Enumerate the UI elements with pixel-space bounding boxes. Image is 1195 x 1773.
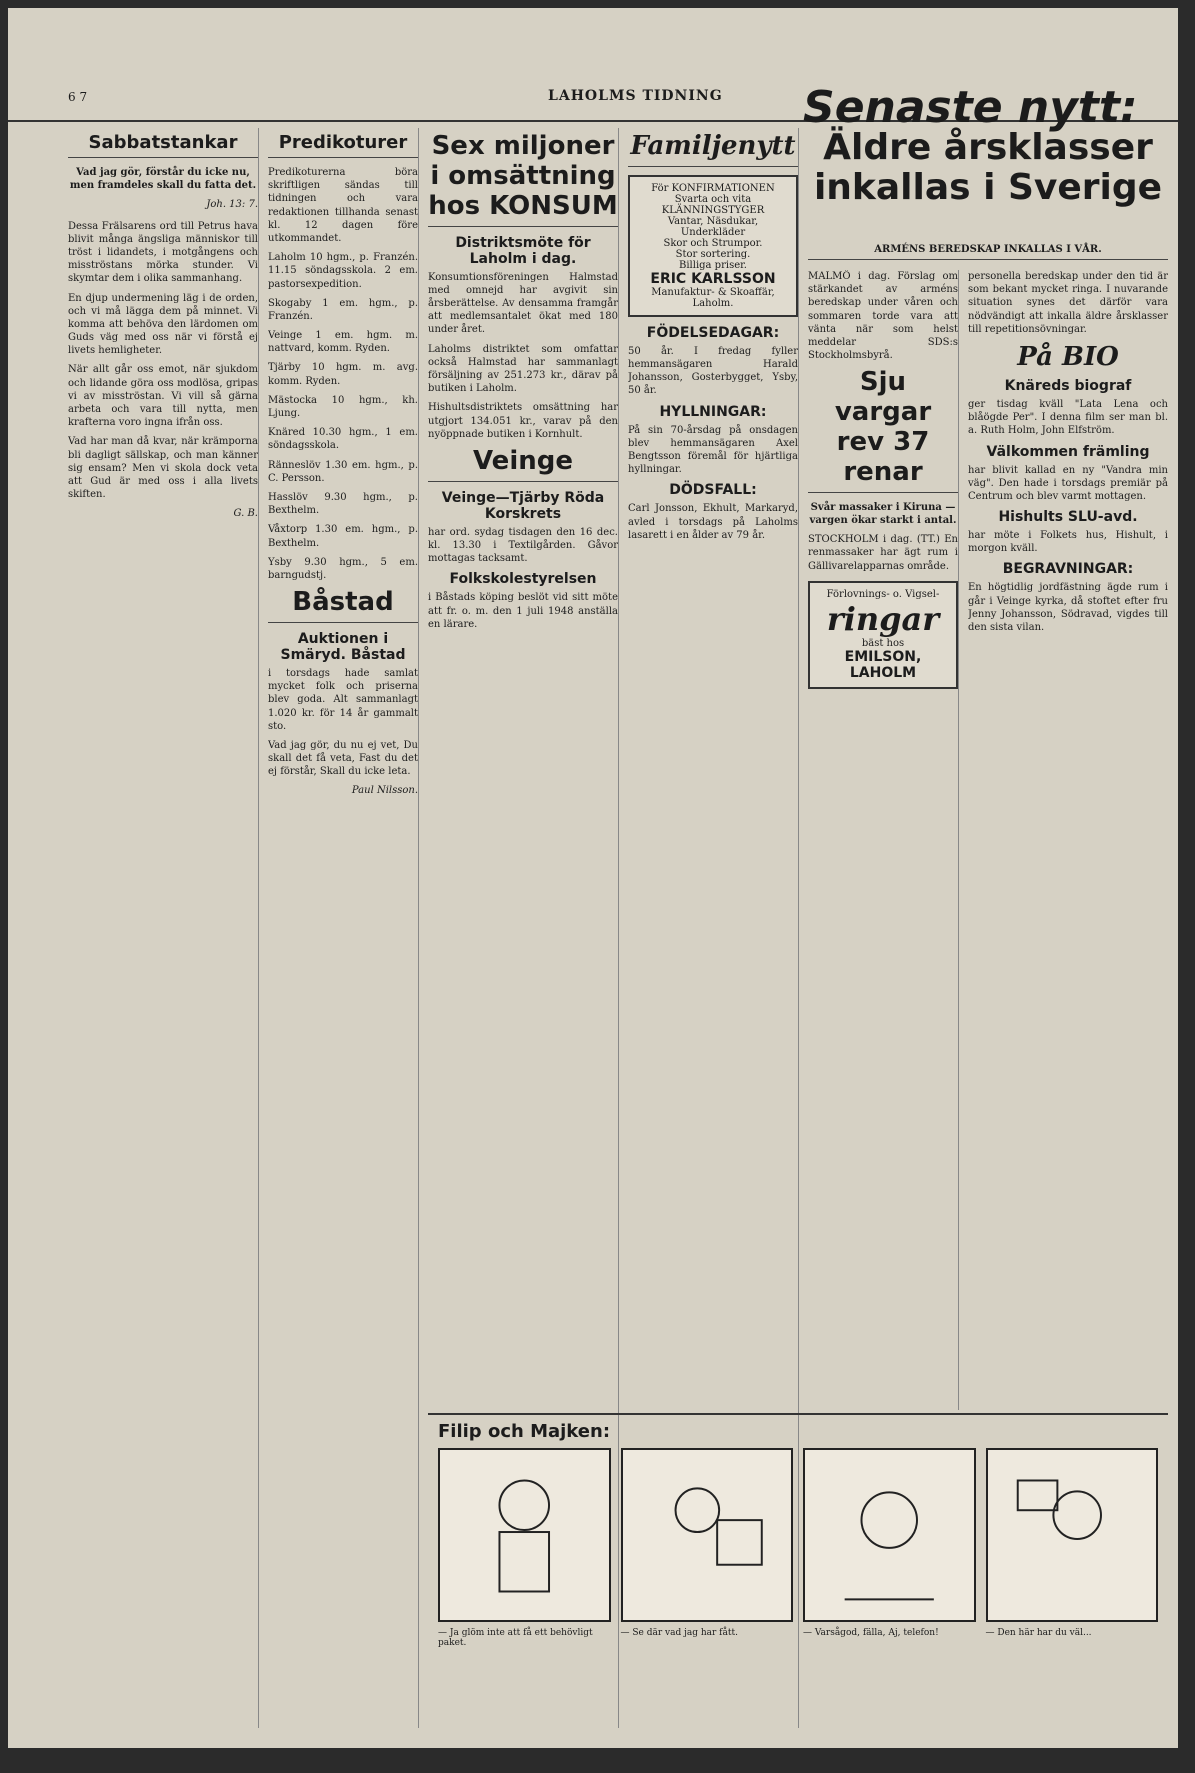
bastad-text: i torsdags hade samlat mycket folk och priserna blev goda. Alt sammanlagt 1.020 kr. för 14 år gammalt sto. [268,667,418,732]
ringar-ad-title: Förlovnings- o. Vigsel- [826,588,940,600]
sabbatstankar-ref: Joh. 13: 7. [206,199,258,211]
sabbatstankar-title: Sabbatstankar [68,132,258,158]
sabbatstankar-para: Dessa Frälsarens ord till Petrus hava blivit många ängsliga människor till tröst i lidandets, i motgångens och misströstans mörka stunder. Vi skymtar dem i olika sammanhang. [68,220,258,285]
comic-figure-icon [440,1450,609,1620]
comic-figure-icon [988,1450,1157,1620]
ad-head: För KONFIRMATIONEN [651,182,775,194]
hyllningar-text: På sin 70-årsdag på onsdagen blev hemmansägaren Axel Bengtsson föremål för hjärtliga hyllningar. [628,424,798,476]
comic-panel [803,1448,976,1622]
sabbatstankar-lead: Vad jag gör, förstår du icke nu, men framdeles skall du fatta det. [69,167,257,192]
sju-vargar-title: Sju vargar rev 37 renar [808,368,958,493]
comic-panel [621,1448,794,1622]
comic-title: Filip och Majken: [438,1421,611,1442]
ad-line: Billiga priser. [679,259,747,271]
ringar-ad [808,581,958,689]
konsum-subtitle: Distriktsmöte för Laholm i dag. [455,234,591,267]
konsum-para: Laholms distriktet som omfattar också Halmstad har sammanlagt försäljning av 251.273 kr., därav på butiken i Laholm. [428,343,618,395]
malmo-text: MALMÖ i dag. Förslag om stärkandet av arméns beredskap under våren och sommaren torde vara att vänta när som helst meddelar SDS:s Stockholmsbyrå. [808,271,958,362]
comic-caption: — Varsågod, fälla, Aj, telefon! [803,1628,939,1638]
predikoturer-item: Veinge 1 em. hgm. m. nattvard, komm. Ryden. [268,330,418,355]
aldre-arsklasser-subhead: ARMÉNS BEREDSKAP INKALLAS I VÅR. [808,244,1168,260]
comic-panels [428,1448,1168,1622]
sju-vargar-text: STOCKHOLM i dag. (TT.) En renmassaker har ägt rum i Gällivarelapparnas område. [808,534,958,572]
sabbatstankar-para: När allt går oss emot, när sjukdom och lidande göra oss modlösa, gripas vi av misströstan. Vi vill så gärna arbeta och vara till nytta, men krafterna voro ingna ifrån oss. [68,364,258,429]
predikoturer-item: Ränneslöv 1.30 em. hgm., p. C. Persson. [268,459,418,484]
veinge-text: har ord. sydag tisdagen den 16 dec. kl. 13.30 i Textilgården. Gåvor mottagas tacksamt. [428,526,618,565]
poem-signature: Paul Nilsson. [351,785,418,797]
beredskap-text: personella beredskap under den tid är som bekant mycket ringa. I nuvarande situation synes det därför vara nödvändigt att inkalla äldre årsklasser till repetitionsövningar. [968,271,1168,335]
dodsfall-title: DÖDSFALL: [669,482,757,499]
eric-karlsson-ad [628,175,798,317]
predikoturer-item: Våxtorp 1.30 em. hgm., p. Bexthelm. [268,524,418,549]
comic-panel [438,1448,611,1622]
predikoturer-item: Hasslöv 9.30 hgm., p. Bexthelm. [268,491,418,517]
ad-line: Vantar, Näsdukar, Underkläder [667,215,759,238]
column-bio [968,270,1168,1410]
bio-text: ger tisdag kväll "Lata Lena och blåögde Per". I denna film ser man bl. a. Ruth Holm, John Elfström. [968,398,1168,437]
predikoturer-item: Skogaby 1 em. hgm., p. Franzén. [268,297,418,322]
predikoturer-item: Tjärby 10 hgm. m. avg. komm. Ryden. [268,362,418,387]
konsum-para: Hishultsdistriktets omsättning har utgjort 134.051 kr., varav på den nyöppnade butiken i Kornhult. [428,402,618,440]
sabbatstankar-para: Vad har man då kvar, när krämporna bli dagligt sällskap, och man känner sig ensam? Men vi skola dock veta att Gud är med oss i alla livets skiften. [68,436,258,501]
ad-line: Stor sortering. [675,248,751,260]
predikoturer-intro: Predikoturerna böra skriftligen sändas till tidningen och vara redaktionen tillhanda senast kl. 12 dagen före utkommandet. [268,167,418,244]
column-nyheter [808,270,959,1410]
valkommen-title: Välkommen främling [986,443,1150,460]
begravningar-title: BEGRAVNINGAR: [1002,561,1134,578]
comic-figure-icon [805,1450,974,1620]
sabbatstankar-para: En djup undermening läg i de orden, och vi må lägga dem på minnet. Vi komma att behöva den lärdomen om Guds väg med oss när vi förstå ej livets hemligheter. [68,292,258,357]
valkommen-text: har blivit kallad en ny "Vandra min väg". Den hade i torsdags premiär på Centrum och blev varmt mottagen. [968,464,1168,502]
predikoturer-item: Mästocka 10 hgm., kh. Ljung. [268,394,418,419]
veinge-title: Veinge [428,447,618,482]
ad-name: ERIC KARLSSON [650,270,776,287]
ringar-ad-name: EMILSON, LAHOLM [844,648,922,681]
ringar-ad-small: bäst hos [861,637,905,649]
predikoturer-item: Ysby 9.30 hgm., 5 em. barngudstj. [268,556,418,581]
ringar-ad-big: ringar [826,599,940,638]
ad-line: Svarta och vita [674,193,752,205]
sju-vargar-subtitle: Svår massaker i Kiruna — vargen ökar starkt i antal. [809,501,957,527]
newspaper-page [8,8,1178,1748]
fodelsedagar-text: 50 år. I fredag fyller hemmansägaren Harald Johansson, Gosterbygget, Ysby, 50 år. [628,345,798,397]
bio-subtitle: Knäreds biograf [1004,377,1132,394]
predikoturer-item: Knäred 10.30 hgm., 1 em. söndagsskola. [268,427,418,452]
hishult-text: har möte i Folkets hus, Hishult, i morgon kväll. [968,530,1168,555]
comic-panel [986,1448,1159,1622]
ad-line: KLÄNNINGSTYGER [661,204,765,216]
column-predikoturer [268,128,419,1728]
comic-figure-icon [623,1450,792,1620]
page-number: 6 7 [68,90,88,104]
masthead [8,82,1178,133]
column-sabbatstankar [68,128,259,1728]
ad-line: Skor och Strumpor. [663,237,763,249]
begravningar-text: En högtidlig jordfästning ägde rum i går i Veinge kyrka, då stoftet efter fru Jenny Johansson, Södravad, vigdes till den sista vilan. [968,582,1168,633]
senaste-nytt-banner: Senaste nytt: [803,82,1138,133]
predikoturer-title: Predikoturer [268,132,418,158]
bastad-subtitle: Auktionen i Smäryd. Båstad [280,630,406,663]
comic-caption: — Se där vad jag har fått. [620,1628,738,1638]
comic-strip [428,1413,1168,1715]
poem: Vad jag gör, du nu ej vet, Du skall det få veta, Fast du det ej förstår, Skall du icke leta. [268,739,418,778]
dodsfall-text: Carl Jonsson, Ekhult, Markaryd, avled i torsdags på Laholms lasarett i en ålder av 79 år. [628,503,798,541]
predikoturer-item: Laholm 10 hgm., p. Franzén. 11.15 söndagsskola. 2 em. pastorsexpedition. [268,252,418,290]
veinge-subtitle: Veinge—Tjärby Röda Korskrets [441,489,605,522]
aldre-arsklasser-headline: Äldre årsklasser inkallas i Sverige [813,127,1163,209]
folkskole-title: Folkskolestyrelsen [449,571,597,588]
familjenytt-title: Familjenytt [628,132,798,167]
hyllningar-title: HYLLNINGAR: [659,403,767,420]
sabbatstankar-sig: G. B. [233,508,258,520]
hishult-title: Hishults SLU-avd. [998,509,1138,526]
bastad-title: Båstad [268,588,418,623]
comic-caption: — Den här har du väl... [985,1628,1092,1638]
fodelsedagar-title: FÖDELSEDAGAR: [646,324,780,341]
ad-sub: Manufaktur- & Skoaffär, Laholm. [651,286,775,309]
comic-captions [428,1622,1168,1654]
konsum-para: Konsumtionsföreningen Halmstad med omnejd har avgivit sin årsberättelse. Av densamma framgår att medlemsantalet ökat med 180 under året. [428,271,618,336]
bio-title: På BIO [1017,341,1119,372]
comic-caption: — Ja glöm inte att få ett behövligt paket. [438,1628,593,1648]
folkskole-text: i Båstads köping beslöt vid sitt möte att fr. o. m. den 1 juli 1948 anställa en lärare. [428,592,618,630]
paper-name: LAHOLMS TIDNING [548,88,723,104]
konsum-title: Sex miljoner i omsättning hos KONSUM [428,132,618,227]
